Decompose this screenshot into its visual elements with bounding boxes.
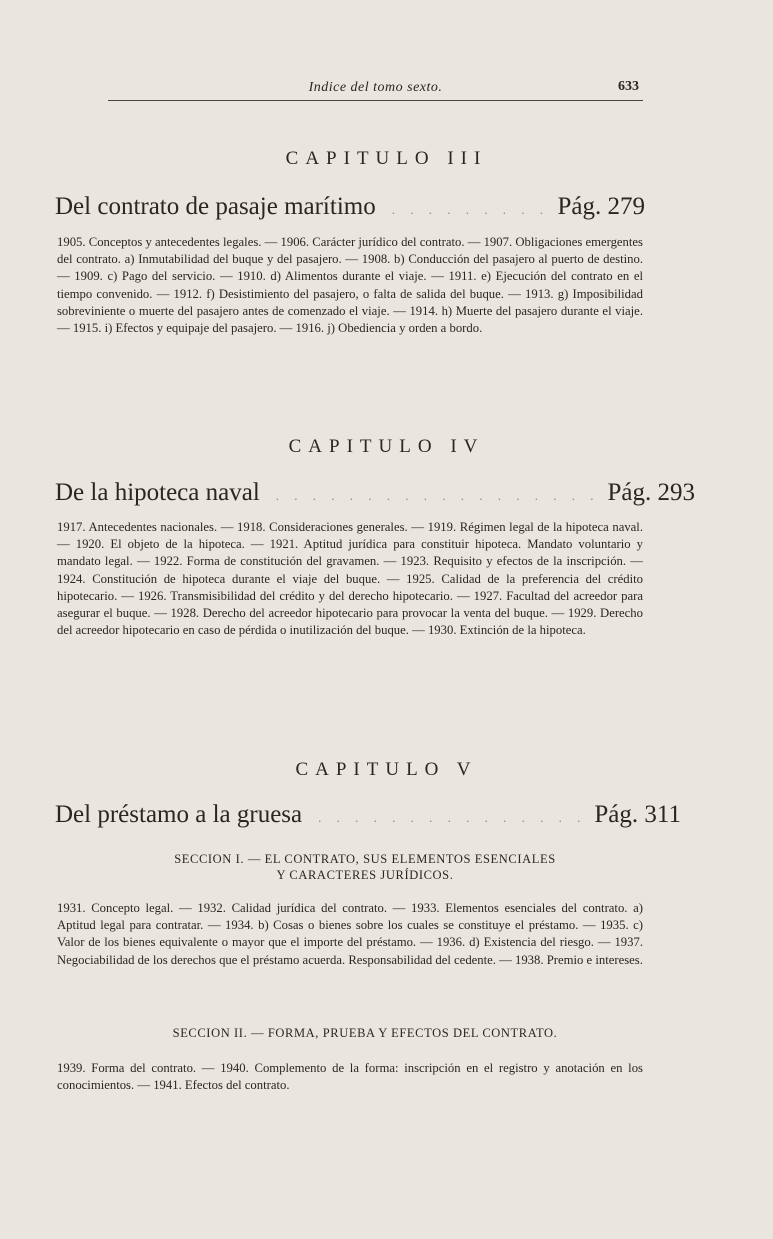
page-number: 633 [618,79,639,94]
chapter-4-contents: 1917. Antecedentes nacionales. — 1918. Consideraciones generales. — 1919. Régimen legal de la hipoteca naval. — 1920. El objeto de la hipoteca. — 1921. Aptitud jurídica para constituir hipoteca. Mandato voluntario y mandato legal. — 1922. Forma de constitución del gravamen. — 1923. Requisito y efectos de la inscripción. — 1924. Constitución de hipoteca durante el viaje del buque. — 1925. Calidad de la preferencia del crédito hipotecario. — 1926. Transmisibilidad del crédito y del derecho hipotecario. — 1927. Facultad del acreedor para asegurar el buque. — 1928. Derecho del acreedor hipotecario para provocar la venta del buque. — 1929. Derecho del acreedor hipotecario en caso de pérdida o inutilización del buque. — 1930. Extinción de la hipoteca. [57,520,643,638]
chapter-5-page-ref: Pág. 311 [594,801,681,828]
section-1-heading [100,851,630,883]
section-1-contents: 1931. Concepto legal. — 1932. Calidad jurídica del contrato. — 1933. Elementos esenciales del contrato. a) Aptitud legal para contratar. — 1934. b) Cosas o bienes sobre los cuales se constituye el préstamo. — 1935. c) Valor de los bienes equivalente o mayor que el importe del préstamo. — 1936. d) Existencia del riesgo. — 1937. Negociabilidad de los derechos que el préstamo acuerda. Responsabilidad del cedente. — 1938. Premio e intereses. [57,901,643,967]
chapter-3-leader-dots: . . . . . . . . . [391,202,549,217]
chapter-3-title: Del contrato de pasaje marítimo [55,193,376,220]
chapter-3-page-ref: Pág. 279 [557,193,645,220]
section-1-heading-line-2: Y CARACTERES JURÍDICOS. [276,868,454,882]
running-head-title: Indice del tomo sexto. [308,80,443,95]
chapter-4-heading: CAPITULO IV [288,436,485,457]
section-1-heading-line-1: SECCION I. — EL CONTRATO, SUS ELEMENTOS ESENCIALES [174,852,556,866]
section-2-contents: 1939. Forma del contrato. — 1940. Complemento de la forma: inscripción en el registro y anotación en los conocimientos. — 1941. Efectos del contrato. [57,1061,643,1093]
chapter-5-leader-dots: . . . . . . . . . . . . . . . [318,810,587,825]
section-2-heading [100,1025,630,1041]
chapter-4-leader-dots: . . . . . . . . . . . . . . . . . . [275,488,600,503]
chapter-3-contents: 1905. Conceptos y antecedentes legales. — 1906. Carácter jurídico del contrato. — 1907. Obligaciones emergentes del contrato. a) Inmutabilidad del buque y del pasajero. — 1908. b) Conducción del pasajero al puerto de destino.— 1909. c) Pago del servicio. — 1910. d) Alimentos durante el viaje. — 1911. e) Ejecución del contrato en el tiempo convenido. — 1912. f) Desistimiento del pasajero, o falta de salida del buque. — 1913. g) Imposibilidad sobreviniente o muerte del pasajero antes de comenzado el viaje. — 1914. h) Muerte del pasajero durante el viaje. — 1915. i) Efectos y equipaje del pasajero. — 1916. j) Obediencia y orden a bordo. [57,235,643,336]
chapter-4-title-line [55,479,696,509]
running-head [108,78,643,101]
chapter-5-title: Del préstamo a la gruesa [55,801,303,828]
chapter-4-title: De la hipoteca naval [55,479,260,506]
chapter-4-page-ref: Pág. 293 [607,479,696,506]
chapter-3-heading: CAPITULO III [285,148,488,169]
section-2-heading-line-1: SECCION II. — FORMA, PRUEBA Y EFECTOS DEL CONTRATO. [172,1026,558,1040]
chapter-5-heading: CAPITULO V [295,759,478,780]
chapter-3-title-line [55,193,645,223]
chapter-5-title-line [55,801,681,831]
